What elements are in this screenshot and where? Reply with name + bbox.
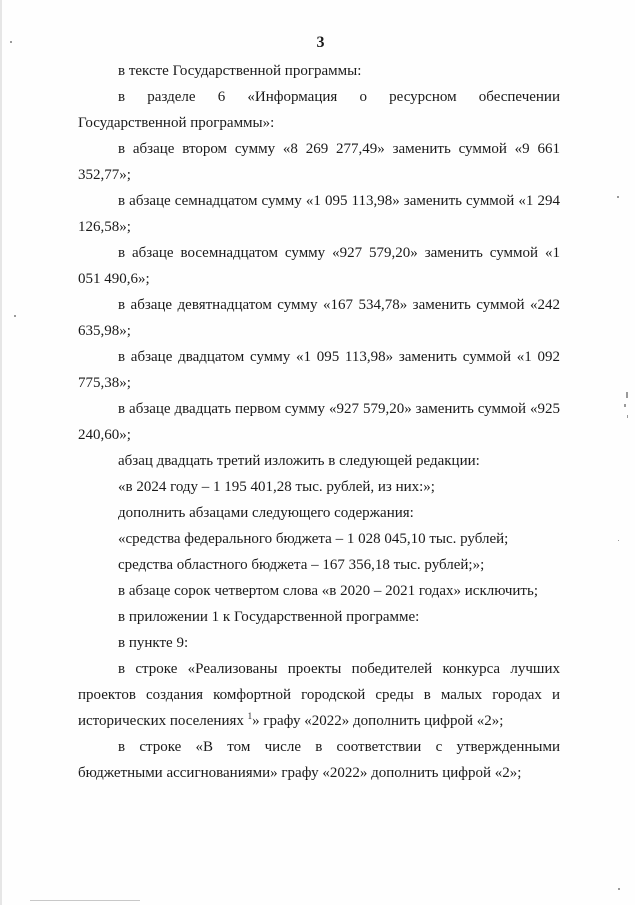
scan-speck [617,196,619,198]
paragraph: «в 2024 году – 1 195 401,28 тыс. рублей, из них:»; [118,479,435,495]
paragraph: в абзаце втором сумму «8 269 277,49» заменить суммой «9 661 352,77»; [78,141,560,183]
paragraph: в абзаце двадцать первом сумму «927 579,20» заменить суммой «925 240,60»; [78,401,560,443]
scan-speck [14,315,16,317]
paragraph: «средства федерального бюджета – 1 028 045,10 тыс. рублей; [118,531,509,547]
scan-speck [618,888,620,890]
paragraph: в абзаце двадцатом сумму «1 095 113,98» заменить суммой «1 092 775,38»; [78,349,560,391]
paragraph: в пункте 9: [118,635,189,651]
scan-speck [626,392,628,398]
paragraph: средства областного бюджета – 167 356,18 тыс. рублей;»; [118,557,485,573]
paragraph: в приложении 1 к Государственной программе: [118,609,420,625]
scan-speck [10,41,12,43]
paragraph: абзац двадцать третий изложить в следующей редакции: [118,453,480,469]
scan-speck [624,404,626,407]
paragraph: в тексте Государственной программы: [118,63,362,79]
paragraph: в абзаце восемнадцатом сумму «927 579,20» заменить суммой «1 051 490,6»; [78,245,560,287]
document-body [78,58,560,786]
paragraph: дополнить абзацами следующего содержания: [118,505,414,521]
page-number: 3 [316,34,325,51]
footnote-mark: 1 [247,711,253,721]
paragraph-with-footnote [78,656,560,734]
paragraph: в абзаце сорок четвертом слова «в 2020 – 2021 годах» исключить; [118,583,538,599]
paragraph: в строке «В том числе в соответствии с утвержденными бюджетными ассигнованиями» графу «2022» дополнить цифрой «2»; [78,739,560,781]
paragraph-text: » графу «2022» дополнить цифрой «2»; [252,713,504,729]
scan-speck [618,540,619,541]
paragraph: в абзаце девятнадцатом сумму «167 534,78» заменить суммой «242 635,98»; [78,297,560,339]
paragraph: в абзаце семнадцатом сумму «1 095 113,98» заменить суммой «1 294 126,58»; [78,193,560,235]
paragraph: в разделе 6 «Информация о ресурсном обеспечении Государственной программы»: [78,89,560,131]
scan-left-edge [0,0,2,905]
scan-bottom-line [30,900,140,901]
scan-speck [627,415,628,418]
paragraph-text: в строке «Реализованы проекты победителей конкурса лучших проектов создания комфортной городской среды в малых городах и исторических поселениях [78,661,560,729]
